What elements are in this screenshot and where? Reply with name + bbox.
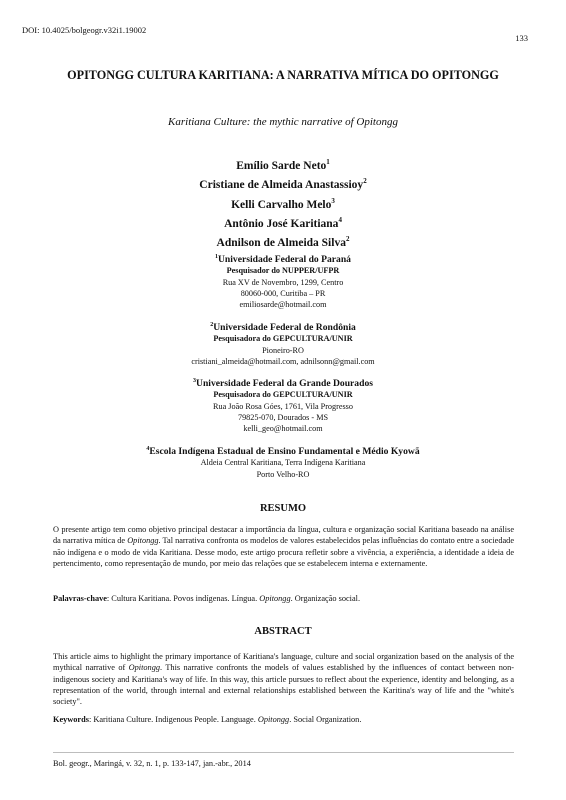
article-title: OPITONGG CULTURA KARITIANA: A NARRATIVA MÍTICA DO OPITONGG: [67, 68, 499, 82]
page-number: 133: [515, 33, 528, 43]
keywords: Keywords: Karitiana Culture. Indigenous People. Language. Opitongg. Social Organization.: [53, 715, 362, 724]
email-link[interactable]: cristiani_almeida@hotmail.com, adnilsonn@gmail.com: [191, 356, 375, 366]
doi-text: DOI: 10.4025/bolgeogr.v32i1.19002: [22, 25, 147, 35]
author-2: Cristiane de Almeida Anastassioy$^2$: [199, 177, 367, 192]
footer-divider: [53, 752, 514, 753]
email-link[interactable]: kelli_geo@hotmail.com: [243, 424, 323, 433]
author-1: Emílio Sarde Neto$^1$: [236, 158, 330, 172]
author-list: [40, 155, 526, 252]
abstract-paragraph: This article aims to highlight the primary importance of Karitiana's language, culture and social organization based on the analysis of the mythical narrative of Opitongg. This narrative confronts the models of values established by the influences of contact between non-indigenous society and Karitiana's way of life. In this way, this article pursues to reflect about the experience, identity and belonging, as a representation of the world, through internal and external relationships established between the Karitina's way of life and the "white's society".: [53, 652, 514, 707]
email-link[interactable]: emiliosarde@hotmail.com: [239, 300, 327, 309]
abstract-heading: ABSTRACT: [254, 626, 312, 637]
resumo-heading: RESUMO: [259, 503, 307, 514]
affiliation-2: $^2$Universidade Federal de Rondônia Pesquisadora do GEPCULTURA/UNIR Pioneiro-RO cristiani_almeida@hotmail.com, adnilsonn@gmail.com: [40, 320, 526, 367]
affiliation-1: $^1$Universidade Federal do Paraná Pesquisador do NUPPER/UFPR Rua XV de Novembro, 1299, Centro 80060-000, Curitiba – PR emiliosarde@hotmail.com: [40, 252, 526, 310]
author-3: Kelli Carvalho Melo$^3$: [231, 196, 335, 211]
affiliation-4: $^4$Escola Indígena Estadual de Ensino Fundamental e Médio Kyowã Aldeia Central Karitiana, Terra Indígena Karitiana Porto Velho-RO: [146, 446, 420, 479]
resumo-paragraph: O presente artigo tem como objetivo principal destacar a importância da língua, cultura e organização social Karitiana baseado na análise da narrativa mítica de Opitongg. Tal narrativa confronta os modelos de valores estabelecidos pelas influências do contato entre a sociedade não indígena e o modo de vida Karitiana. Desse modo, este artigo procura refletir sobre a vivência, a experiência, a identidade a ideia de pertencimento, como representação de mundo, por meio das relações que se estabelecem interna e externamente.: [53, 525, 514, 568]
affiliation-3: $^3$Universidade Federal da Grande Dourados Pesquisadora do GEPCULTURA/UNIR Rua João Rosa Góes, 1761, Vila Progresso 79825-070, Dourados - MS kelli_geo@hotmail.com: [40, 376, 526, 434]
author-5: Adnilson de Almeida Silva$^2$: [216, 235, 350, 250]
author-4: Antônio José Karitiana$^4$: [224, 215, 342, 230]
english-title: Karitiana Culture: the mythic narrative of Opitongg: [168, 116, 398, 128]
palavras-chave: Palavras-chave: Cultura Karitiana. Povos indígenas. Língua. Opitongg. Organização social.: [53, 594, 361, 603]
journal-footer: Bol. geogr., Maringá, v. 32, n. 1, p. 133-147, jan.-abr., 2014: [53, 759, 251, 768]
